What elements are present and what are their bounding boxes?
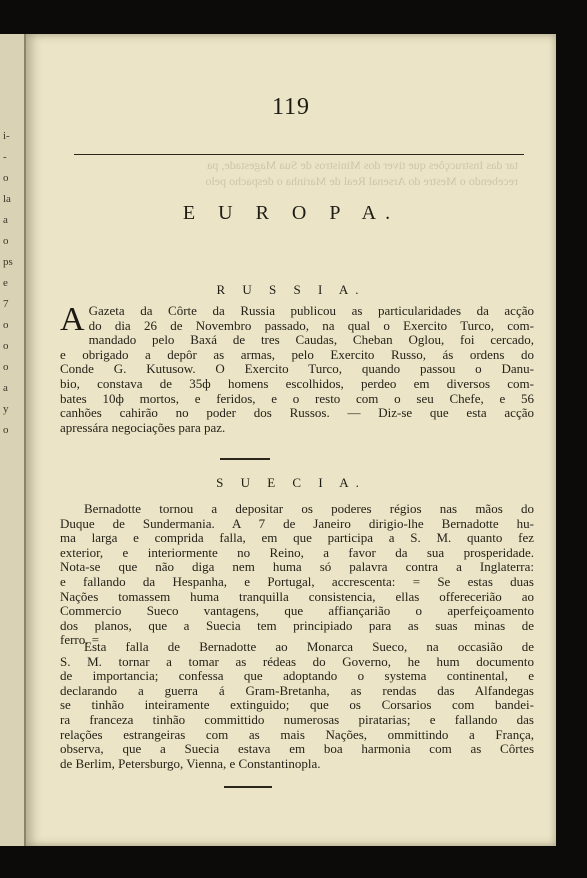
text-line: Duque de Sundermania. A 7 de Janeiro dirigio-lhe Bernadotte hu- [60, 516, 534, 531]
text-line: dos planos, que a Suecia tem principiado para as suas minas de [60, 618, 534, 633]
drop-cap: A [60, 301, 85, 338]
text-line: Commercio Sueco vantagens, que affiançarião o aperfeiçoamento [60, 604, 534, 619]
text-line: canhões cahirão no poder dos Russos. — Diz-se que esta acção [60, 406, 534, 421]
text-line: bates 10ф mortos, e feridos, e o resto com o seu Chefe, e 56 [60, 391, 534, 406]
facing-page-fragment: a [3, 382, 8, 394]
heading-russia: R U S S I A. [216, 282, 366, 297]
facing-page-edge [0, 34, 26, 846]
facing-page-fragment: la [3, 193, 11, 205]
facing-page-fragment: o [3, 319, 9, 331]
text-line: mandado pelo Baxá de tres Caudas, Cheban Oglou, foi cercado, [88, 333, 534, 348]
text-line: de Berlim, Petersburgo, Vienna, e Constantinopla. [60, 756, 321, 771]
text-line: relações estrangeiras com as mais Nações, ommittindo a França, [60, 727, 534, 742]
section-divider [220, 458, 270, 460]
bleed-through-text: recebendo o Mestre do Arsenal Real de Marinha o despacho pelo [205, 174, 518, 188]
text-line: bio, constava de 35ф homens escolhidos, perdeo em diversos com- [60, 376, 534, 391]
text-line: Gazeta da Côrte da Russia publicou as particularidades da acção [88, 304, 534, 318]
bleed-through-text: tar das Instrucções que tiver dos Ministros de Sua Magestade, pa [207, 158, 518, 172]
heading-suecia: S U E C I A. [216, 475, 366, 490]
facing-page-fragment: o [3, 172, 9, 184]
header-rule [74, 154, 524, 155]
facing-page-fragment: 7 [3, 298, 9, 310]
facing-page-fragment: o [3, 340, 9, 352]
facing-page-fragment: o [3, 361, 9, 373]
text-line: do dia 26 de Novembro passado, na qual o Exercito Turco, com- [88, 318, 534, 333]
facing-page-fragment: o [3, 235, 9, 247]
text-line: de importancia; confessa que adoptando o systema continental, e [60, 669, 534, 684]
facing-page-fragment: ps [3, 256, 13, 268]
text-line: declarando a guerra á Gram-Bretanha, as rendas das Alfandegas [60, 683, 534, 698]
text-line: ferro. = [60, 633, 100, 648]
facing-page-fragment: o [3, 424, 9, 436]
end-divider [224, 786, 272, 788]
section-title-europa: E U R O P A. [182, 202, 400, 224]
facing-page-fragment: y [3, 403, 9, 415]
text-line: apressára negociações para paz. [60, 420, 226, 435]
text-line: e obrigado a depôr as armas, pelo Exercito Russo, ás ordens do [60, 347, 534, 362]
facing-page-fragment: e [3, 277, 8, 289]
facing-page-fragment: i- [3, 130, 10, 142]
text-line: Esta falla de Bernadotte ao Monarca Sueco, na occasião de [84, 640, 534, 654]
text-line: Nota-se que não diga nem huma só palavra contra a Inglaterra: [60, 560, 534, 575]
text-line: e fallando da Hespanha, e Portugal, accrescenta: = Se estas duas [60, 574, 534, 589]
book-page [26, 34, 556, 846]
text-line: observa, que a Suecia estava em boa harmonia com as Côrtes [60, 742, 534, 757]
facing-page-fragment: a [3, 214, 8, 226]
facing-page-fragment: - [3, 151, 7, 163]
russia-paragraph [60, 301, 534, 435]
text-line: Conde G. Kutusow. O Exercito Turco, quando passou o Danu- [60, 362, 534, 377]
page-number: 119 [271, 94, 311, 120]
suecia-paragraph-1 [60, 502, 534, 648]
text-line: exterior, e interiormente no Reino, a favor da sua prosperidade. [60, 545, 534, 560]
text-line: Bernadotte tornou a depositar os poderes régios nas mãos do [84, 502, 534, 516]
suecia-paragraph-2 [60, 640, 534, 771]
text-line: ra franceza tinhão committido numerosas piratarias; e fallando das [60, 712, 534, 727]
text-line: Nações tomassem huma tranquilla consistencia, ellas offerecerião ao [60, 589, 534, 604]
text-line: ma larga e comprida falla, em que participa a S. M. quanto fez [60, 531, 534, 546]
text-line: se tinhão inteiramente extinguido; que os Corsarios com bandei- [60, 698, 534, 713]
text-line: S. M. tornar a tomar as rédeas do Governo, he hum documento [60, 654, 534, 669]
